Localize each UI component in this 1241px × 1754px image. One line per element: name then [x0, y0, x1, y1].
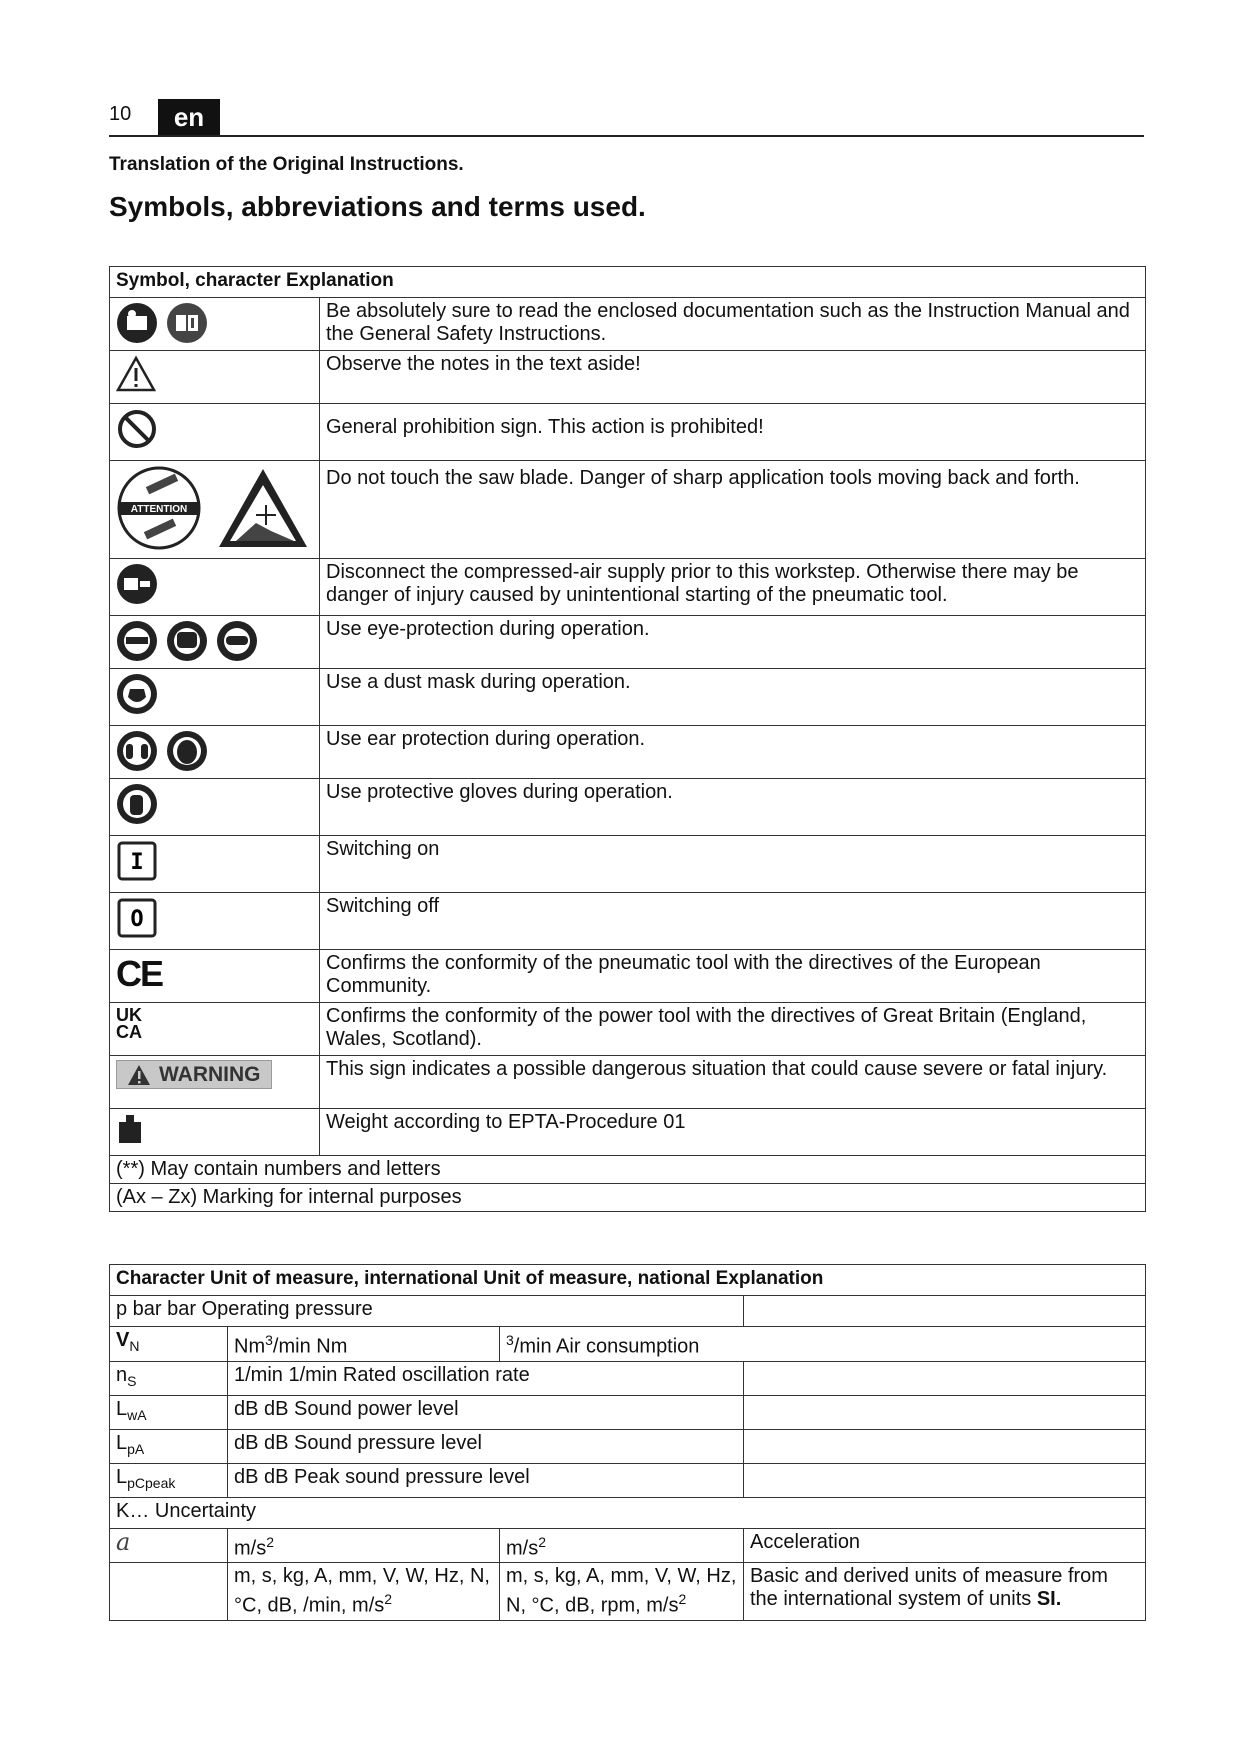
row-text: Switching on [320, 836, 1146, 893]
read-manual-icon [116, 302, 158, 344]
eye-protection-icon [116, 620, 158, 662]
warning-triangle-icon [127, 1064, 151, 1086]
warning-label [116, 1060, 272, 1089]
row-text: Switching off [320, 893, 1146, 950]
row-text: Disconnect the compressed-air supply prior to this workstep. Otherwise there may be danger of injury caused by unintentional starting of the pneumatic tool. [320, 559, 1146, 616]
table-row: p bar bar Operating pressure [110, 1296, 744, 1327]
ukca-line-2: CA [116, 1022, 142, 1042]
switch-off-icon [116, 897, 158, 939]
warning-triangle-icon [116, 355, 156, 393]
symbols-table-header: Symbol, character Explanation [110, 267, 1146, 298]
table-row: 1/min 1/min Rated oscillation rate [228, 1361, 744, 1395]
table-row: dB dB Sound pressure level [228, 1429, 744, 1463]
char-a: a [116, 1527, 131, 1556]
subtitle: Translation of the Original Instructions. [109, 154, 464, 175]
page-number: 10 [109, 103, 132, 125]
goggles-icon [216, 620, 258, 662]
warning-text: WARNING [159, 1063, 261, 1086]
units-table: Character Unit of measure, international Unit of measure, national Explanation p bar bar Operating pressure $V_N$ Nm$^3$/min Nm $^3$/min Air consumption $n_S$ 1/min 1/min Rated oscillation rate $L_{wA}$ dB dB Sound power level $L_{pA}$ dB dB Sound pressure level $L_{pCpeak}$ dB dB Peak sound pressure level K… Uncertainty a $m/s^2$ $m/s^2$ Acceleration m, s, kg, A, mm, V, W, Hz, N, °C, dB, /min, $m/s^2$ m, s, kg, A, mm, V, W, Hz, N, °C, dB, rpm, $m/s^2$ Basic and derived units of measure from the international system of units SI. [109, 1264, 1146, 1621]
row-text: Be absolutely sure to read the enclosed documentation such as the Instruction Manual and the General Safety Instructions. [320, 298, 1146, 351]
row-text: Use eye-protection during operation. [320, 616, 1146, 669]
ear-protection-icon [116, 730, 158, 772]
footer-row: (**) May contain numbers and letters [110, 1156, 1146, 1184]
table-row: dB dB Peak sound pressure level [228, 1463, 744, 1497]
language-badge: en [158, 99, 220, 135]
table-row: K… Uncertainty [110, 1497, 1146, 1528]
attention-label: ATTENTION [130, 504, 188, 515]
switch-on-glyph: I [130, 850, 144, 875]
row-text: Use ear protection during operation. [320, 726, 1146, 779]
row-text: Use protective gloves during operation. [320, 779, 1146, 836]
row-text: Confirms the conformity of the pneumatic tool with the directives of the European Community. [320, 950, 1146, 1003]
dust-mask-icon [116, 673, 158, 715]
row-text: Use a dust mask during operation. [320, 669, 1146, 726]
page-title: Symbols, abbreviations and terms used. [109, 191, 646, 222]
switch-off-glyph: O [130, 907, 144, 932]
ukca-line-1: UK [116, 1005, 142, 1025]
row-text: General prohibition sign. This action is prohibited! [320, 404, 1146, 461]
row-text: Do not touch the saw blade. Danger of sharp application tools moving back and forth. [320, 461, 1146, 559]
prohibition-icon [116, 408, 158, 450]
row-text: Observe the notes in the text aside! [320, 351, 1146, 404]
row-text: Weight according to EPTA-Procedure 01 [320, 1109, 1146, 1156]
sharp-tool-warning-icon [216, 465, 310, 551]
table-row: $V_N$ [110, 1327, 228, 1362]
disconnect-air-icon [116, 563, 158, 605]
symbols-table [109, 266, 1146, 1212]
row-text: This sign indicates a possible dangerous situation that could cause severe or fatal injury. [320, 1056, 1146, 1109]
table-row: dB dB Sound power level [228, 1395, 744, 1429]
units-table-header: Character Unit of measure, international Unit of measure, national Explanation [110, 1265, 1146, 1296]
header-rule [109, 135, 1144, 137]
switch-on-icon [116, 840, 158, 882]
footer-row: (Ax – Zx) Marking for internal purposes [110, 1184, 1146, 1212]
ear-muffs-icon [166, 730, 208, 772]
ce-mark: CE [116, 953, 163, 994]
weight-icon [116, 1113, 144, 1145]
gloves-icon [116, 783, 158, 825]
face-shield-icon [166, 620, 208, 662]
char-v: V [116, 1329, 130, 1351]
ukca-mark [116, 1007, 142, 1041]
saw-blade-attention-icon [116, 465, 202, 551]
row-text: Confirms the conformity of the power tool with the directives of Great Britain (England, Wales, Scotland). [320, 1003, 1146, 1056]
info-manual-icon [166, 302, 208, 344]
